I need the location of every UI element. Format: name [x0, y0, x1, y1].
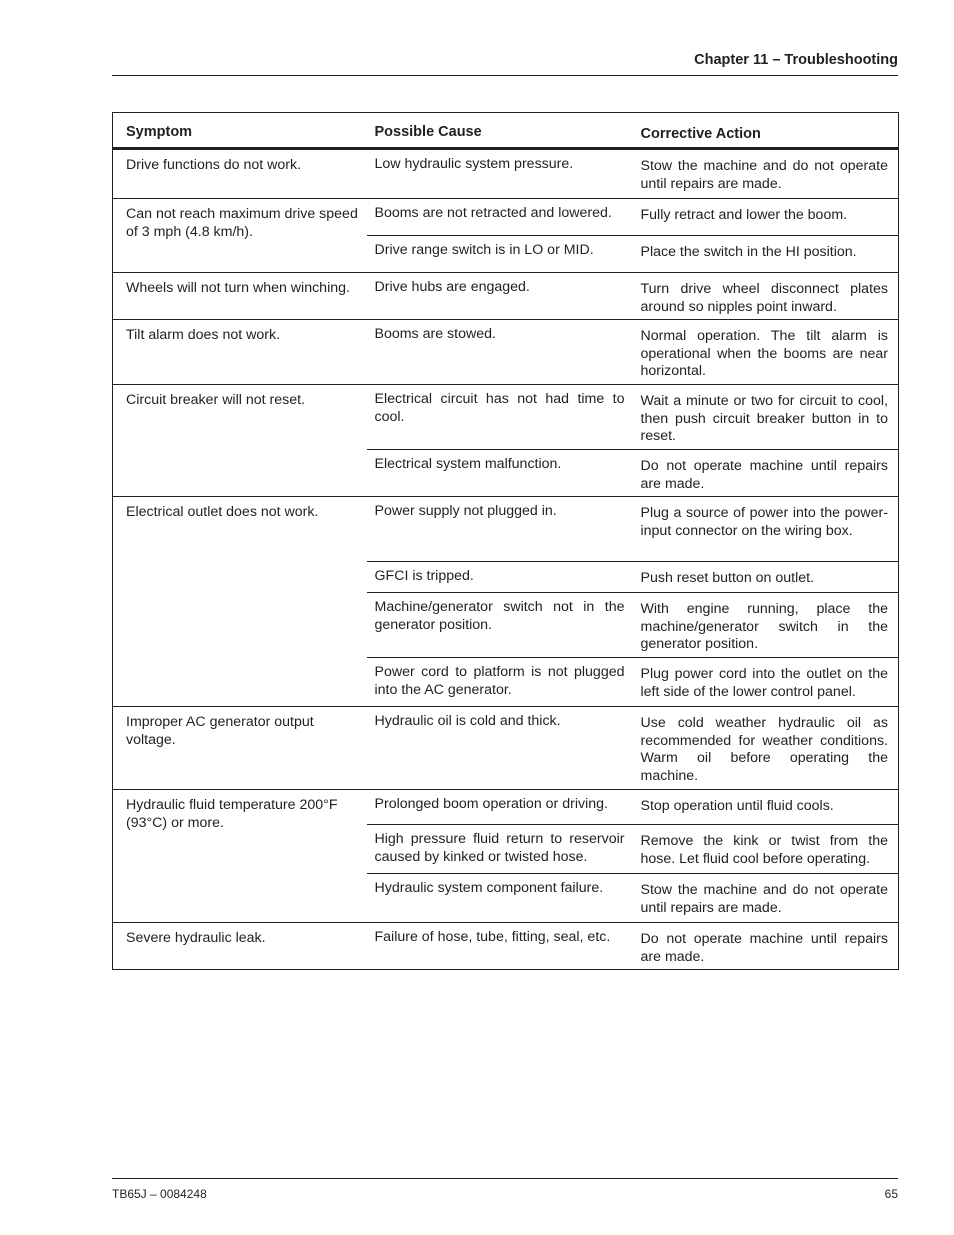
possible-cause-cell: Prolonged boom operation or driving. [367, 790, 633, 825]
symptom-cell: Can not reach maximum drive speed of 3 mph (4.8 km/h). [113, 199, 367, 273]
possible-cause-cell: Low hydraulic system pressure. [367, 149, 633, 199]
symptom-cell: Hydraulic fluid temperature 200°F (93°C) or more. [113, 790, 367, 923]
table-row [113, 385, 899, 450]
corrective-action-cell: With engine running, place the machine/generator switch in the generator position. [633, 593, 899, 658]
chapter-header: Chapter 11 – Troubleshooting [694, 52, 898, 68]
table-row [113, 923, 899, 970]
possible-cause-cell: Machine/generator switch not in the generator position. [367, 593, 633, 658]
column-header-corrective-action: Corrective Action [633, 113, 899, 149]
corrective-action-cell: Remove the kink or twist from the hose. Let fluid cool before operating. [633, 825, 899, 874]
corrective-action-cell: Do not operate machine until repairs are made. [633, 450, 899, 497]
corrective-action-cell: Normal operation. The tilt alarm is operational when the booms are near horizontal. [633, 320, 899, 385]
possible-cause-cell: Power cord to platform is not plugged into the AC generator. [367, 658, 633, 707]
possible-cause-cell: Hydraulic oil is cold and thick. [367, 707, 633, 790]
table-row [113, 273, 899, 320]
page-number: 65 [884, 1187, 898, 1201]
document-id: TB65J – 0084248 [112, 1187, 207, 1201]
possible-cause-cell: Booms are stowed. [367, 320, 633, 385]
corrective-action-cell: Do not operate machine until repairs are made. [633, 923, 899, 970]
possible-cause-cell: GFCI is tripped. [367, 562, 633, 593]
symptom-cell: Wheels will not turn when winching. [113, 273, 367, 320]
table-header-row [113, 113, 899, 149]
header-divider [112, 75, 898, 76]
corrective-action-cell: Plug a source of power into the power-input connector on the wiring box. [633, 497, 899, 562]
possible-cause-cell: Booms are not retracted and lowered. [367, 199, 633, 236]
possible-cause-cell: Drive range switch is in LO or MID. [367, 236, 633, 273]
table-row [113, 149, 899, 199]
symptom-cell: Improper AC generator output voltage. [113, 707, 367, 790]
table-row [113, 199, 899, 236]
corrective-action-cell: Stow the machine and do not operate until repairs are made. [633, 874, 899, 923]
symptom-cell: Tilt alarm does not work. [113, 320, 367, 385]
table-row [113, 707, 899, 790]
corrective-action-cell: Push reset button on outlet. [633, 562, 899, 593]
corrective-action-cell: Fully retract and lower the boom. [633, 199, 899, 236]
symptom-cell: Circuit breaker will not reset. [113, 385, 367, 497]
possible-cause-cell: Electrical circuit has not had time to cool. [367, 385, 633, 450]
corrective-action-cell: Stop operation until fluid cools. [633, 790, 899, 825]
symptom-cell: Drive functions do not work. [113, 149, 367, 199]
possible-cause-cell: Drive hubs are engaged. [367, 273, 633, 320]
table-row [113, 790, 899, 825]
column-header-possible-cause: Possible Cause [367, 113, 633, 149]
footer-divider [112, 1178, 898, 1179]
column-header-symptom: Symptom [113, 113, 367, 149]
troubleshooting-table [112, 112, 899, 970]
possible-cause-cell: Electrical system malfunction. [367, 450, 633, 497]
table-body [113, 149, 899, 970]
corrective-action-cell: Use cold weather hydraulic oil as recommended for weather conditions. Warm oil before operating the machine. [633, 707, 899, 790]
symptom-cell: Severe hydraulic leak. [113, 923, 367, 970]
possible-cause-cell: High pressure fluid return to reservoir caused by kinked or twisted hose. [367, 825, 633, 874]
table-row [113, 320, 899, 385]
possible-cause-cell: Power supply not plugged in. [367, 497, 633, 562]
table-row [113, 497, 899, 562]
possible-cause-cell: Failure of hose, tube, fitting, seal, etc. [367, 923, 633, 970]
possible-cause-cell: Hydraulic system component failure. [367, 874, 633, 923]
corrective-action-cell: Plug power cord into the outlet on the left side of the lower control panel. [633, 658, 899, 707]
corrective-action-cell: Place the switch in the HI position. [633, 236, 899, 273]
corrective-action-cell: Wait a minute or two for circuit to cool, then push circuit breaker button in to reset. [633, 385, 899, 450]
corrective-action-cell: Stow the machine and do not operate until repairs are made. [633, 149, 899, 199]
symptom-cell: Electrical outlet does not work. [113, 497, 367, 707]
corrective-action-cell: Turn drive wheel disconnect plates around so nipples point inward. [633, 273, 899, 320]
